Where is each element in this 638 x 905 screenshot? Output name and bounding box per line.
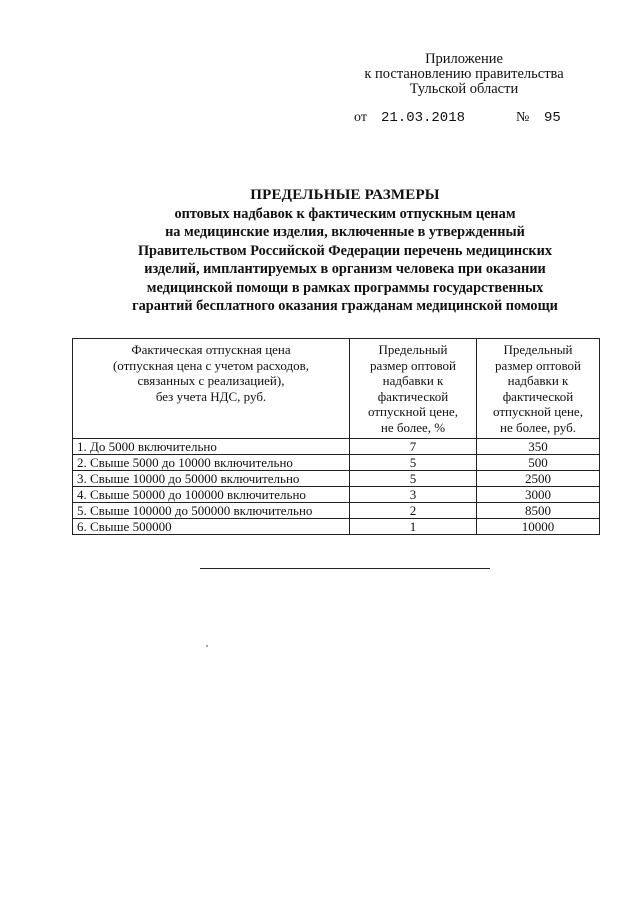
header-line: отпускной цене, [368,404,458,419]
table-row [73,487,600,503]
header-line: фактической [502,388,574,404]
header-line: Фактическая отпускная цена [131,342,291,357]
header-line: размер оптовой [370,357,456,373]
percent-cell: 3 [350,487,477,503]
table-row [73,439,600,455]
header-rub [477,339,600,439]
header-percent [350,339,477,439]
header-line: (отпускная цена с учетом расходов, [112,357,310,373]
title-line: оптовых надбавок к фактическим отпускным ценам [174,205,516,222]
markup-table [72,338,600,535]
percent-cell: 5 [350,471,477,487]
header-line: надбавки к [382,373,444,388]
percent-cell: 1 [350,519,477,535]
title-line: изделий, имплантируемых в организм человека при оказании [144,261,546,277]
appendix-block [330,52,598,97]
rub-cell: 10000 [477,519,600,535]
title-line: медицинской помощи в рамках программы государственных [146,279,544,296]
table-header-row [73,339,600,439]
price-range-cell: 2. Свыше 5000 до 10000 включительно [73,455,350,471]
percent-cell: 7 [350,439,477,455]
table-row [73,471,600,487]
appendix-region: Тульской области [409,81,519,97]
rub-cell: 350 [477,439,600,455]
table-row [73,519,600,535]
scan-speck [206,645,208,647]
document-number: 95 [544,110,561,126]
header-line: без учета НДС, руб. [155,388,267,404]
header-line: Предельный [503,342,573,357]
header-line: не более, % [380,419,446,435]
price-range-cell: 3. Свыше 10000 до 50000 включительно [73,471,350,487]
rub-cell: 2500 [477,471,600,487]
title-line: на медицинские изделия, включенные в утвержденный [165,224,525,240]
title-line: Правительством Российской Федерации перечень медицинских [137,242,553,259]
document-date: 21.03.2018 [381,110,466,126]
rub-cell: 8500 [477,503,600,519]
percent-cell: 5 [350,455,477,471]
table-row [73,455,600,471]
header-line: Предельный [378,342,448,357]
header-price [73,339,350,439]
percent-cell: 2 [350,503,477,519]
price-range-cell: 1. До 5000 включительно [73,439,350,455]
title-line: гарантий бесплатного оказания гражданам медицинской помощи [132,298,558,314]
price-range-cell: 4. Свыше 50000 до 100000 включительно [73,487,350,503]
appendix-label: Приложение [425,51,503,67]
number-label: № [516,110,530,125]
header-line: надбавки к [507,373,569,388]
table-row [73,503,600,519]
document-title [80,186,610,316]
closing-rule [200,568,490,569]
appendix-resolution: к постановлению правительства [364,66,564,82]
price-range-cell: 5. Свыше 100000 до 500000 включительно [73,503,350,519]
rub-cell: 3000 [477,487,600,503]
header-line: связанных с реализацией), [137,373,285,388]
title-heading: ПРЕДЕЛЬНЫЕ РАЗМЕРЫ [250,187,440,203]
header-line: отпускной цене, [493,404,583,419]
price-range-cell: 6. Свыше 500000 [73,519,350,535]
header-line: фактической [377,388,449,404]
rub-cell: 500 [477,455,600,471]
header-line: не более, руб. [500,419,576,435]
date-from-label: от [354,110,367,125]
header-line: размер оптовой [495,357,581,373]
